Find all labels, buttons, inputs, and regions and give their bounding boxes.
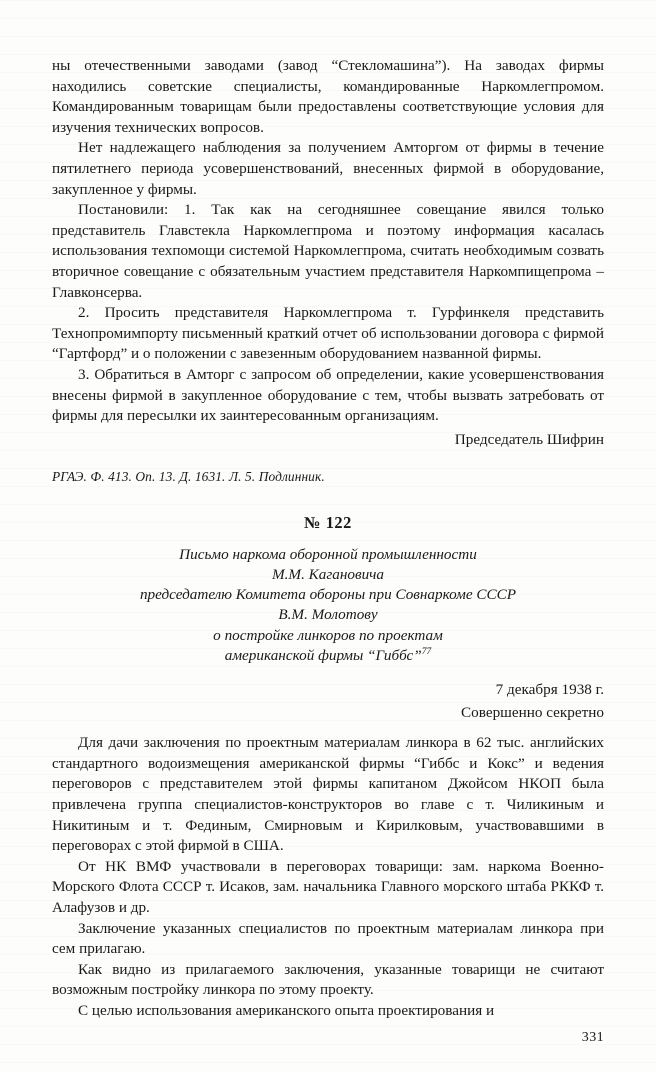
document-date: 7 декабря 1938 г.: [495, 680, 604, 698]
heading-line-6-text: американской фирмы “Гиббс”: [224, 646, 422, 664]
heading-line-6: [52, 646, 604, 666]
heading-line-2: М.М. Кагановича: [271, 565, 385, 583]
paragraph-body-2: От НК ВМФ участвовали в переговорах товарищи: зам. наркома Военно-Морского Флота СССР т. Исаков, зам. начальника Главного морского штаба РККФ т. Алафузов и др.: [52, 857, 604, 916]
page-body: [52, 56, 604, 1021]
heading-line-4: В.М. Молотову: [278, 606, 378, 624]
heading-line-5: о постройке линкоров по проектам: [213, 626, 443, 644]
page-number: 331: [581, 1030, 604, 1045]
heading-footnote-marker: 77: [421, 646, 432, 657]
paragraph-observation: Нет надлежащего наблюдения за получением Амторгом от фирмы в течение пятилетнего периода усовершенствований, внесенных фирмой в оборудование, закупленное у фирмы.: [52, 139, 604, 198]
document-heading: [52, 545, 604, 666]
paragraph-continued: ны отечественными заводами (завод “Стекломашина”). На заводах фирмы находились советские специалисты, командированные Наркомлегпромом. Командированным товарищам были предоставлены соответствующие условия для изучения технических вопросов.: [52, 57, 604, 136]
secrecy-label: Совершенно секретно: [461, 703, 604, 721]
document-number: № 122: [304, 513, 352, 533]
paragraph-resolution-1: Постановили: 1. Так как на сегодняшнее совещание явился только представитель Главстекла Наркомлегпрома и поэтому информация касалась использования техпомощи системой Наркомлегпрома, считать необходимым созвать вторичное совещание с обязательным участием представителя Наркомпищепрома – Главконсерва.: [52, 201, 604, 301]
paragraph-body-5: С целью использования американского опыта проектирования и: [78, 1001, 495, 1019]
paragraph-body-1: Для дачи заключения по проектным материалам линкора в 62 тыс. английских стандартного водоизмещения американской фирмы “Гиббс и Кокс” и ведения переговоров с представителем этой фирмы капитаном Джойсом НКОП была привлечена группа специалистов-конструкторов во главе с т. Чиликиным и Никитиным и т. Фединым, Смирновым и Кирилковым, участвовавшими в переговорах с этой фирмой в США.: [52, 734, 604, 855]
paragraph-resolution-3: 3. Обратиться в Амторг с запросом об определении, какие усовершенствования внесены фирмой в закупленное оборудование с тем, чтобы вызвать затребовать от фирмы для пересылки их заинтересованным организациям.: [52, 365, 604, 425]
heading-line-1: Письмо наркома оборонной промышленности: [179, 545, 477, 563]
archive-reference: РГАЭ. Ф. 413. Оп. 13. Д. 1631. Л. 5. Подлинник.: [52, 469, 325, 485]
paragraph-body-3: Заключение указанных специалистов по проектным материалам линкора при сем прилагаю.: [52, 919, 604, 958]
paragraph-resolution-2: 2. Просить представителя Наркомлегпрома т. Гурфинкеля представить Технопромимпорту письменный краткий отчет об использовании договора с фирмой “Гартфорд” и о положении с завезенным оборудованием названной фирмы.: [52, 304, 604, 363]
heading-line-3: председателю Комитета обороны при Совнаркоме СССР: [139, 586, 517, 604]
signature-line: Председатель Шифрин: [454, 430, 604, 448]
paragraph-body-4: Как видно из прилагаемого заключения, указанные товарищи не считают возможным постройку линкора по этому проекту.: [52, 960, 604, 999]
